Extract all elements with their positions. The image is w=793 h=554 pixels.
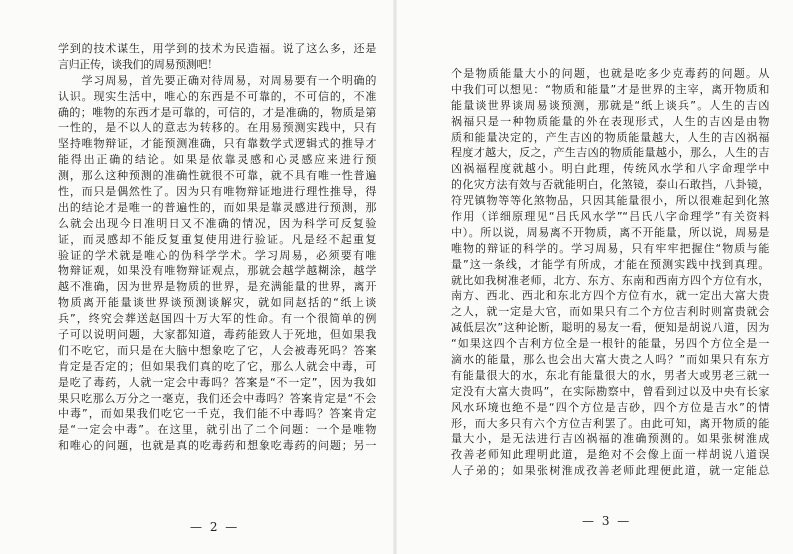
text-line: 肯定是否定的；但如果我们真的吃了它，那么人就会中毒，可 [58, 359, 376, 373]
text-line: 个是物质能量大小的问题，也就是吃多少克毒药的问题。从 [451, 67, 769, 80]
text-line: 一性的，是不以人的意志为转移的。在用易预测实践中，只有 [58, 121, 376, 135]
text-line: 认识。现实生活中，唯心的东西是不可靠的，不可信的，不准 [58, 89, 376, 103]
text-line: 学到的技术谋生，用学到的技术为民造福。说了这么多，还是 [58, 42, 376, 55]
text-line: 物质离开能量谈世界谈预测谈解灾，就如同赵括的“纸上谈 [58, 296, 376, 310]
text-line: 量”这一条线，才能学有所成，才能在预测实践中找到真理。 [451, 257, 769, 271]
text-line: 就比如我树准老师，北方、东方、东南和西南方四个方位有水， [451, 273, 769, 287]
text-line: 作用（详细原理见“吕氏风水学”“吕氏八字命理学”有关资料 [451, 210, 769, 224]
text-line: 性，而只是偶然性了。因为只有唯物辩证地进行理性推导，得 [58, 185, 376, 199]
text-line: 和唯心的问题，也就是真的吃毒药和想象吃毒药的问题；另一 [58, 439, 376, 453]
text-line: 符咒镇物等等化煞物品，只因其能量很小，所以很难起到化煞 [451, 194, 769, 208]
text-line: 兵”，终究会葬送赵国四十万大军的性命。有一个很简单的例 [58, 312, 376, 326]
text-line: 果只吃那么万分之一毫克，我们还会中毒吗？答案肯定是“不会 [58, 391, 376, 405]
text-line: 量大小，是无法进行吉凶祸福的准确预测的。如果张树淮成 [451, 432, 769, 446]
text-line: 减低层次”这种论断，聪明的易友一看，便知是胡说八道，因为 [451, 321, 769, 335]
text-line: 有能量很大的水，东北有能量很大的水，男者大或男老三就一 [451, 368, 769, 382]
text-line: 南方、西北、西北和东北方四个方位有水，就一定出大富大贵 [451, 289, 769, 303]
right-page-number: — 3 — [582, 514, 632, 528]
text-line: 程度才越大，反之，产生吉凶的物质能量越小，那么，人生的吉 [451, 146, 769, 160]
text-line: 定没有大富大贵吗”，在实际勘察中，曾看到过以及中央有长家 [451, 384, 769, 398]
left-page-body [58, 41, 376, 454]
text-line: 能得出正确的结论。如果是依靠灵感和心灵感应来进行预 [58, 153, 376, 167]
text-line: 物辩证观，如果没有唯物辩证观点，那就会越学越糊涂，越学 [58, 264, 376, 278]
text-line: 确的；唯物的东西才是可靠的，可信的，才是准确的，物质是第 [58, 105, 376, 119]
text-line: 验证的学术就是唯心的伪科学学术。学习周易，必须要有唯 [58, 248, 376, 262]
left-page [0, 0, 396, 554]
right-page-body [451, 66, 769, 479]
text-line: 祸福只是一种物质能量的外在表现形式，人生的吉凶是由物 [451, 114, 769, 128]
text-line: 越不准确，因为世界是物质的世界，是充满能量的世界，离开 [58, 280, 376, 294]
text-line: 言归正传，谈我们的周易预测吧！ [58, 57, 218, 71]
text-line: 们不吃它，而只是在大脑中想象吃了它，人会被毒死吗？答案 [58, 343, 376, 357]
text-line: 凶祸福程度就越小。明白此理，传统风水学和八字命理学中 [451, 162, 769, 176]
text-line: 中）。所以说，周易离不开物质，离不开能量，所以说，周易是 [451, 225, 769, 239]
text-line: “如果这四个吉利方位全是一根针的能量，另四个方位全是一 [451, 337, 769, 351]
text-line: 之人，就一定是大官，而如果只有二个方位吉利时则富贵就会 [451, 305, 769, 319]
text-line: 中我们可以想见：“物质和能量”才是世界的主宰，离开物质和 [451, 82, 769, 96]
text-line: 唯物的辩证的科学的。学习周易，只有牢牢把握住“物质与能 [451, 241, 769, 255]
text-line: 的化灾方法有效与否就能明白，化煞镜，泰山石敢挡，八卦镜， [451, 178, 769, 192]
text-line: 子可以说明问题，大家都知道，毒药能致人于死地，但如果我 [58, 328, 376, 342]
text-line: 中毒”，而如果我们吃它一千克，我们能不中毒吗？答案肯定 [58, 407, 376, 421]
right-page [397, 0, 793, 554]
text-line: 测，那么这种预测的准确性就很不可靠，就不具有唯一性普遍 [58, 169, 376, 183]
text-line: 孜善老师知此理明此道，是绝对不会像上面一样胡说八道误 [451, 448, 769, 462]
text-line: 滴水的能量，那么也会出大富大贵之人吗？”而如果只有东方 [451, 353, 769, 367]
text-line: 证，而灵感却不能反复重复使用进行验证。凡是经不起重复 [58, 232, 376, 246]
text-line: 是吃了毒药，人就一定会中毒吗？答案是“不一定”，因为我如 [58, 375, 376, 389]
text-line: 形，而大多只有六个方位吉利罢了。由此可知，离开物质的能 [451, 416, 769, 430]
text-line: 出的结论才是唯一的普遍性的，而如果是靠灵感进行预测，那 [58, 200, 376, 214]
text-line: 人子弟的；如果张树淮成孜善老师此理便此道，就一定能总 [451, 464, 769, 478]
text-line: 学习周易，首先要正确对待周易，对周易要有一个明确的 [58, 73, 376, 87]
text-line: 能量谈世界谈周易谈预测，那就是“纸上谈兵”。人生的吉凶 [451, 98, 769, 112]
text-line: 风水环境也绝不是“四个方位是吉砂，四个方位是吉水”的情 [451, 400, 769, 414]
text-line: 坚持唯物辩证，才能预测准确，只有靠数学式逻辑式的推导才 [58, 137, 376, 151]
text-line: 么就会出现今日准明日又不准确的情况，因为科学可反复验 [58, 216, 376, 230]
text-line: 质和能量决定的，产生吉凶的物质能量越大，人生的吉凶祸福 [451, 130, 769, 144]
left-page-number: — 2 — [190, 520, 240, 534]
text-line: 是“一定会中毒”。在这里，就引出了二个问题：一个是唯物 [58, 423, 376, 437]
